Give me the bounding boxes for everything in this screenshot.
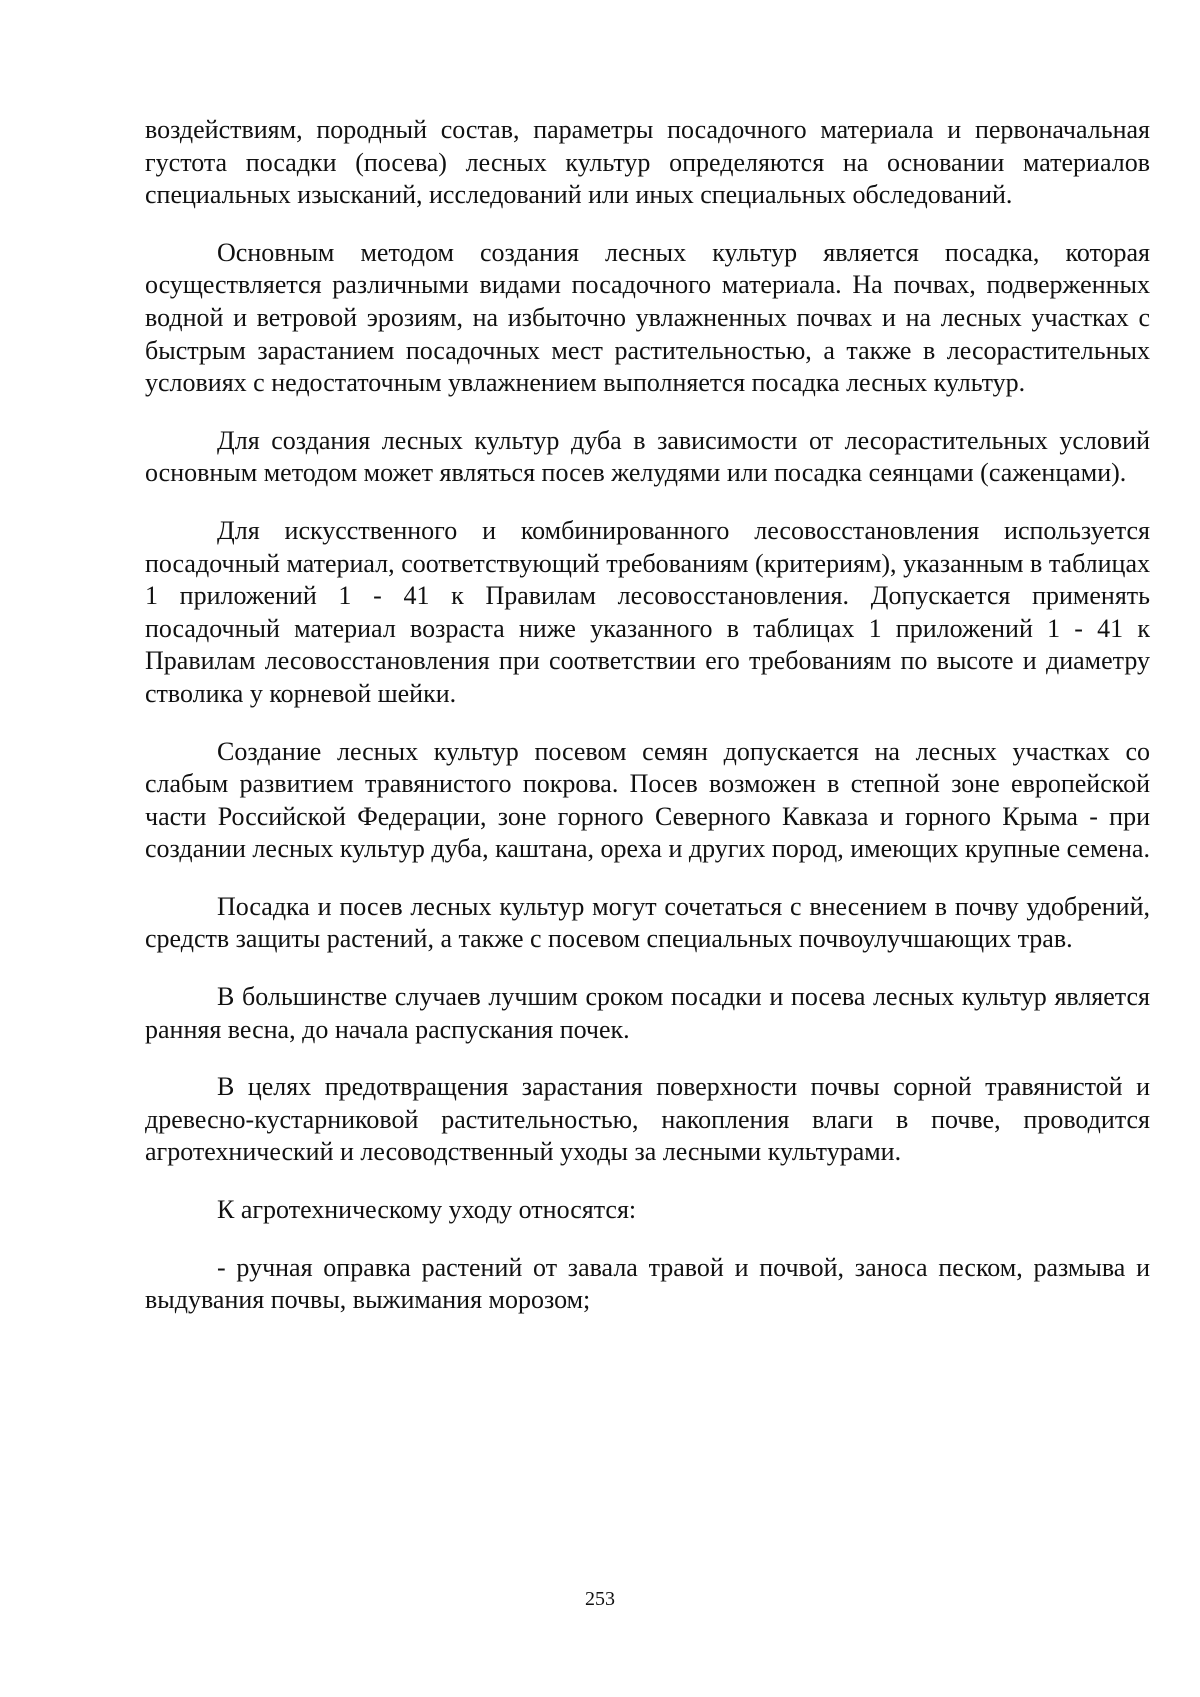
- document-body: [145, 114, 1150, 1342]
- paragraph-3: Для создания лесных культур дуба в зависимости от лесорастительных условий основным методом может являться посев желудями или посадка сеянцами (саженцами).: [145, 425, 1150, 488]
- paragraph-9: К агротехническому уходу относятся:: [217, 1195, 637, 1225]
- paragraph-10: - ручная оправка растений от завала травой и почвой, заноса песком, размыва и выдувания почвы, выжимания морозом;: [145, 1252, 1150, 1315]
- page-number: 253: [585, 1588, 615, 1610]
- paragraph-1: воздействиям, породный состав, параметры посадочного материала и первоначальная густота посадки (посева) лесных культур определяются на основании материалов специальных изысканий, исследований или иных специальных обследований.: [145, 115, 1150, 210]
- paragraph-4: Для искусственного и комбинированного лесовосстановления используется посадочный материал, соответствующий требованиям (критериям), указанным в таблицах 1 приложений 1 - 41 к Правилам лесовосстановления. Допускается применять посадочный материал возраста ниже указанного в таблицах 1 приложений 1 - 41 к Правилам лесовосстановления при соответствии его требованиям по высоте и диаметру стволика у корневой шейки.: [145, 515, 1150, 708]
- paragraph-6: Посадка и посев лесных культур могут сочетаться с внесением в почву удобрений, средств защиты растений, а также с посевом специальных почвоулучшающих трав.: [145, 891, 1150, 954]
- paragraph-5: Создание лесных культур посевом семян допускается на лесных участках со слабым развитием травянистого покрова. Посев возможен в степной зоне европейской части Российской Федерации, зоне горного Северного Кавказа и горного Крыма - при создании лесных культур дуба, каштана, ореха и других пород, имеющих крупные семена.: [145, 736, 1150, 864]
- paragraph-2: Основным методом создания лесных культур является посадка, которая осуществляется различными видами посадочного материала. На почвах, подверженных водной и ветровой эрозиям, на избыточно увлажненных почвах и на лесных участках с быстрым зарастанием посадочных мест растительностью, а также в лесорастительных условиях с недостаточным увлажнением выполняется посадка лесных культур.: [145, 237, 1150, 398]
- paragraph-7: В большинстве случаев лучшим сроком посадки и посева лесных культур является ранняя весна, до начала распускания почек.: [145, 982, 1150, 1044]
- paragraph-8: В целях предотвращения зарастания поверхности почвы сорной травянистой и древесно-кустарниковой растительностью, накопления влаги в почве, проводится агротехнический и лесоводственный уходы за лесными культурами.: [145, 1072, 1150, 1167]
